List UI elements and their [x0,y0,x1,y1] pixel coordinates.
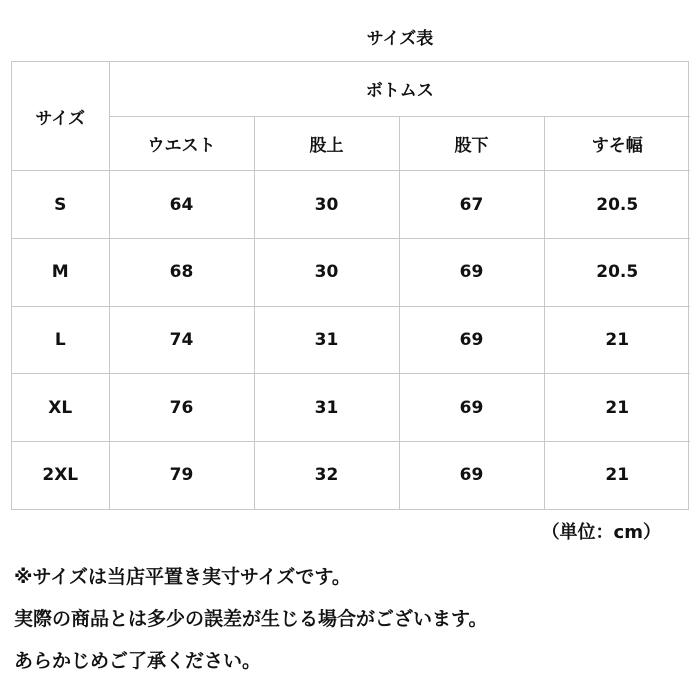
value-cell: 67 [399,171,544,239]
value-cell: 69 [399,441,544,509]
table-row [12,171,690,239]
value-cell: 31 [254,306,399,374]
column-header-inseam: 股下 [399,116,544,170]
size-cell: M [12,239,109,307]
value-cell: 74 [109,306,254,374]
note-line: 実際の商品とは多少の誤差が生じる場合がございます。 [14,608,488,630]
table-row [12,374,690,442]
value-cell: 20.5 [544,171,690,239]
size-table [11,61,689,510]
page-title: サイズ表 [366,29,434,49]
size-cell: L [12,306,109,374]
size-cell: S [12,171,109,239]
note-line: ※サイズは当店平置き実寸サイズです。 [14,566,351,588]
column-header-waist: ウエスト [109,116,254,170]
value-cell: 30 [254,239,399,307]
value-cell: 21 [544,306,690,374]
table-header-row-2 [12,116,690,170]
value-cell: 21 [544,374,690,442]
table-header-row-1 [12,62,690,116]
value-cell: 69 [399,306,544,374]
table-row [12,239,690,307]
size-column-header: サイズ [12,62,109,171]
value-cell: 76 [109,374,254,442]
unit-label: （単位：cm） [541,522,661,543]
value-cell: 64 [109,171,254,239]
value-cell: 79 [109,441,254,509]
table-row [12,441,690,509]
value-cell: 69 [399,239,544,307]
column-header-hem-width: すそ幅 [544,116,690,170]
size-cell: 2XL [12,441,109,509]
value-cell: 31 [254,374,399,442]
size-cell: XL [12,374,109,442]
column-header-rise: 股上 [254,116,399,170]
table-row [12,306,690,374]
size-table-grid [12,62,690,509]
value-cell: 30 [254,171,399,239]
value-cell: 20.5 [544,239,690,307]
value-cell: 68 [109,239,254,307]
value-cell: 21 [544,441,690,509]
value-cell: 32 [254,441,399,509]
bottoms-group-header: ボトムス [109,62,690,116]
note-line: あらかじめご了承ください。 [14,650,262,672]
value-cell: 69 [399,374,544,442]
